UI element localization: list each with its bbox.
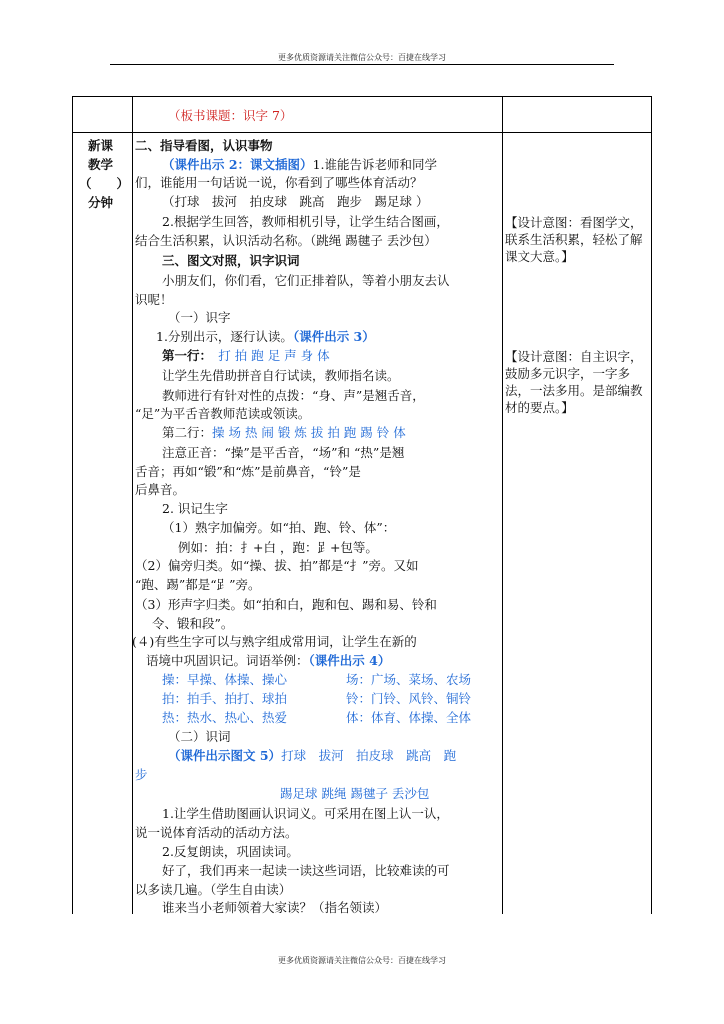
subsection-2-line2: 例如：拍：扌+白 ，跑：𧾷+包等。 xyxy=(178,540,378,555)
courseware-2: （课件出示 2：课文插图） xyxy=(162,157,313,172)
word-list-2a: 拍：拍手、拍打、球拍 xyxy=(162,691,288,706)
table-border-right xyxy=(651,96,652,914)
char-row-2-chars: 操 场 热 闹 锻 炼 拔 拍 跑 踢 铃 体 xyxy=(212,425,406,440)
table-divider-1 xyxy=(132,96,133,914)
side-label-line2: 教学 xyxy=(88,157,114,172)
table-divider-2 xyxy=(502,96,503,914)
subsection-2-line3: （2）偏旁归类。如“操、拔、拍”都是“扌”旁。又如 xyxy=(135,558,419,573)
char-row-1: 第一行： 打 拍 跑 足 声 身 体 xyxy=(162,348,330,363)
subsection-2-line5: （3）形声字归类。如“拍和白，跑和包、踢和易、铃和 xyxy=(135,597,437,612)
subsection-3-line9: 谁来当小老师领着大家读？（指名领读） xyxy=(162,900,388,915)
design-intent-1: 【设计意图：看图学文，联系生活积累，轻松了解课文大意。】 xyxy=(505,215,643,264)
section-2-line5: 结合生活积累，认识活动名称。（跳绳 踢毽子 丢沙包） xyxy=(135,233,437,248)
subsection-3-line1: （课件出示图文 5）打球 拔河 拍皮球 跳高 跑 xyxy=(168,748,457,763)
char-row-1-chars: 打 拍 跑 足 声 身 体 xyxy=(218,348,330,363)
char-row-1-line1: 让学生先借助拼音自行试读，教师指名读。 xyxy=(162,368,400,383)
side-label-line3: （ ） xyxy=(79,176,130,191)
char-row-2-line1: 注意正音：“操”是平舌音，“场”和 “热”是翘 xyxy=(162,445,405,460)
word-list-3a: 热：热水、热心、热爱 xyxy=(162,710,288,725)
subsection-3-line2: 步 xyxy=(135,767,148,782)
subsection-2-line6: 令、锻和段”。 xyxy=(152,616,234,631)
subsection-3-line4: 1.让学生借助图画认识词义。可采用在图上认一认， xyxy=(162,806,449,821)
section-2-line4: 2.根据学生回答，教师相机引导，让学生结合图画， xyxy=(162,214,449,229)
subsection-3-line8: 以多读几遍。（学生自由读） xyxy=(135,882,292,897)
subsection-2-line4: “跑、踢”都是“𧾷”旁。 xyxy=(135,577,261,592)
char-row-2: 第二行：操 场 热 闹 锻 炼 拔 拍 跑 踢 铃 体 xyxy=(162,425,406,440)
subsection-2-title: 2. 识记生字 xyxy=(162,501,228,516)
header-rule xyxy=(110,64,614,65)
page-footer: 更多优质资源请关注微信公众号：百捷在线学习 xyxy=(278,956,446,965)
subsection-2-line1: （1）熟字加偏旁。如“拍、跑、铃、体”： xyxy=(162,520,396,535)
page-header: 更多优质资源请关注微信公众号：百捷在线学习 xyxy=(278,53,446,62)
word-list-3b: 体：体育、体操、全体 xyxy=(346,710,472,725)
section-2-line3: （打球 拔河 拍皮球 跳高 跑步 踢足球 ） xyxy=(162,194,429,209)
word-list-1a: 操：早操、体操、操心 xyxy=(162,672,288,687)
char-row-1-line3: “足”为平舌音教师范读或领读。 xyxy=(135,406,311,421)
subsection-3-line7: 好了，我们再来一起读一读这些词语，比较难读的可 xyxy=(162,863,450,878)
subsection-3-line6: 2.反复朗读，巩固读词。 xyxy=(162,844,299,859)
char-row-2-line2: 舌音；再如“锻”和“炼”是前鼻音，“铃”是 xyxy=(135,464,361,479)
courseware-3: （课件出示 3） xyxy=(292,329,375,344)
courseware-4: （课件出示 4） xyxy=(308,653,391,668)
subsection-1-line1: 1.分别出示，逐行认读。（课件出示 3） xyxy=(156,329,375,344)
design-intent-2: 【设计意图：自主识字，鼓励多元识字，一字多法，一法多用。是部编教材的要点。】 xyxy=(505,349,643,415)
word-list-1b: 场：广场、菜场、农场 xyxy=(346,672,472,687)
side-label-line1: 新课 xyxy=(88,138,114,153)
subsection-2-line8: 语境中巩固识记。词语举例：（课件出示 4） xyxy=(146,653,391,668)
table-border-top xyxy=(72,96,652,97)
lesson-table xyxy=(72,96,652,914)
char-row-2-line3: 后鼻音。 xyxy=(135,482,186,497)
section-2-title: 二、指导看图，认识事物 xyxy=(135,138,273,153)
subsection-3-title: （二）识词 xyxy=(168,729,231,744)
section-2-line2: 们，谁能用一句话说一说，你看到了哪些体育活动？ xyxy=(135,175,423,190)
subsection-2-line7: (４)有些生字可以与熟字组成常用词，让学生在新的 xyxy=(132,634,417,649)
subsection-1-title: （一）识字 xyxy=(168,310,231,325)
section-3-title: 三、图文对照，识字识词 xyxy=(162,253,300,268)
courseware-5: （课件出示图文 5） xyxy=(168,748,282,763)
side-label-line4: 分钟 xyxy=(88,195,114,210)
section-2-line1: （课件出示 2：课文插图）1.谁能告诉老师和同学 xyxy=(162,157,437,172)
section-3-line2: 识呢！ xyxy=(135,292,173,307)
char-row-1-line2: 教师进行有针对性的点拨：“身、声”是翘舌音， xyxy=(162,388,425,403)
section-3-line1: 小朋友们，你们看，它们正排着队，等着小朋友去认 xyxy=(162,273,450,288)
subsection-3-line3: 踢足球 跳绳 踢毽子 丢沙包 xyxy=(280,786,430,801)
table-row-divider xyxy=(72,132,652,133)
subsection-3-line5: 说一说体育活动的活动方法。 xyxy=(135,825,298,840)
table-border-left xyxy=(72,96,73,914)
board-title: （板书课题：识字 7） xyxy=(168,108,293,123)
word-list-2b: 铃：门铃、风铃、铜铃 xyxy=(346,691,472,706)
